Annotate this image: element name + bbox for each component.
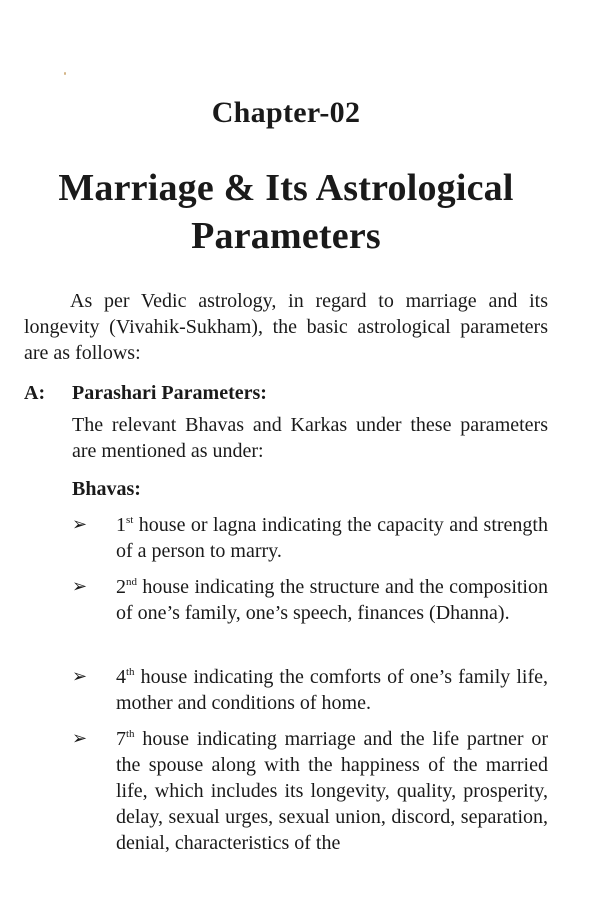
bullet-body: house or lagna indicating the capacity and strength of a person to marry. bbox=[116, 514, 548, 562]
bullet-text bbox=[116, 574, 548, 626]
arrow-bullet-icon: ➢ bbox=[72, 514, 88, 535]
house-number: 1 bbox=[116, 514, 126, 536]
arrow-bullet-icon: ➢ bbox=[72, 666, 88, 687]
arrow-bullet-icon: ➢ bbox=[72, 576, 88, 597]
ordinal-suffix: st bbox=[126, 514, 134, 526]
chapter-title-line-1: Marriage & Its Astrological bbox=[58, 167, 514, 209]
bullet-text bbox=[116, 726, 548, 856]
section-letter: A: bbox=[24, 382, 46, 404]
bullet-text bbox=[116, 512, 548, 564]
house-number: 7 bbox=[116, 728, 126, 750]
bhavas-subheading: Bhavas: bbox=[72, 478, 141, 500]
section-paragraph: The relevant Bhavas and Karkas under these parameters are mentioned as under: bbox=[72, 414, 548, 462]
ordinal-suffix: th bbox=[126, 728, 135, 740]
ordinal-suffix: th bbox=[126, 666, 135, 678]
arrow-bullet-icon: ➢ bbox=[72, 728, 88, 749]
ordinal-suffix: nd bbox=[126, 576, 137, 588]
paper-speck bbox=[64, 72, 66, 75]
house-number: 2 bbox=[116, 576, 126, 598]
bullet-body: house indicating marriage and the life partner or the spouse along with the happiness of the married life, which includes its longevity, quality, prosperity, delay, sexual urges, sexual union, discord, separation, denial, characteristics of the bbox=[116, 728, 548, 854]
chapter-title-line-2: Parameters bbox=[191, 215, 381, 257]
section-heading bbox=[24, 380, 548, 406]
intro-paragraph: As per Vedic astrology, in regard to marriage and its longevity (Vivahik-Sukham), the basic astrological parameters are as follows: bbox=[24, 290, 548, 364]
bullet-body: house indicating the structure and the composition of one’s family, one’s speech, finances (Dhanna). bbox=[116, 576, 548, 624]
chapter-title bbox=[18, 164, 554, 260]
bullet-text bbox=[116, 664, 548, 716]
section-heading-text: Parashari Parameters: bbox=[72, 382, 267, 404]
chapter-label: Chapter-02 bbox=[211, 96, 361, 129]
bullet-body: house indicating the comforts of one’s family life, mother and conditions of home. bbox=[116, 666, 548, 714]
house-number: 4 bbox=[116, 666, 126, 688]
